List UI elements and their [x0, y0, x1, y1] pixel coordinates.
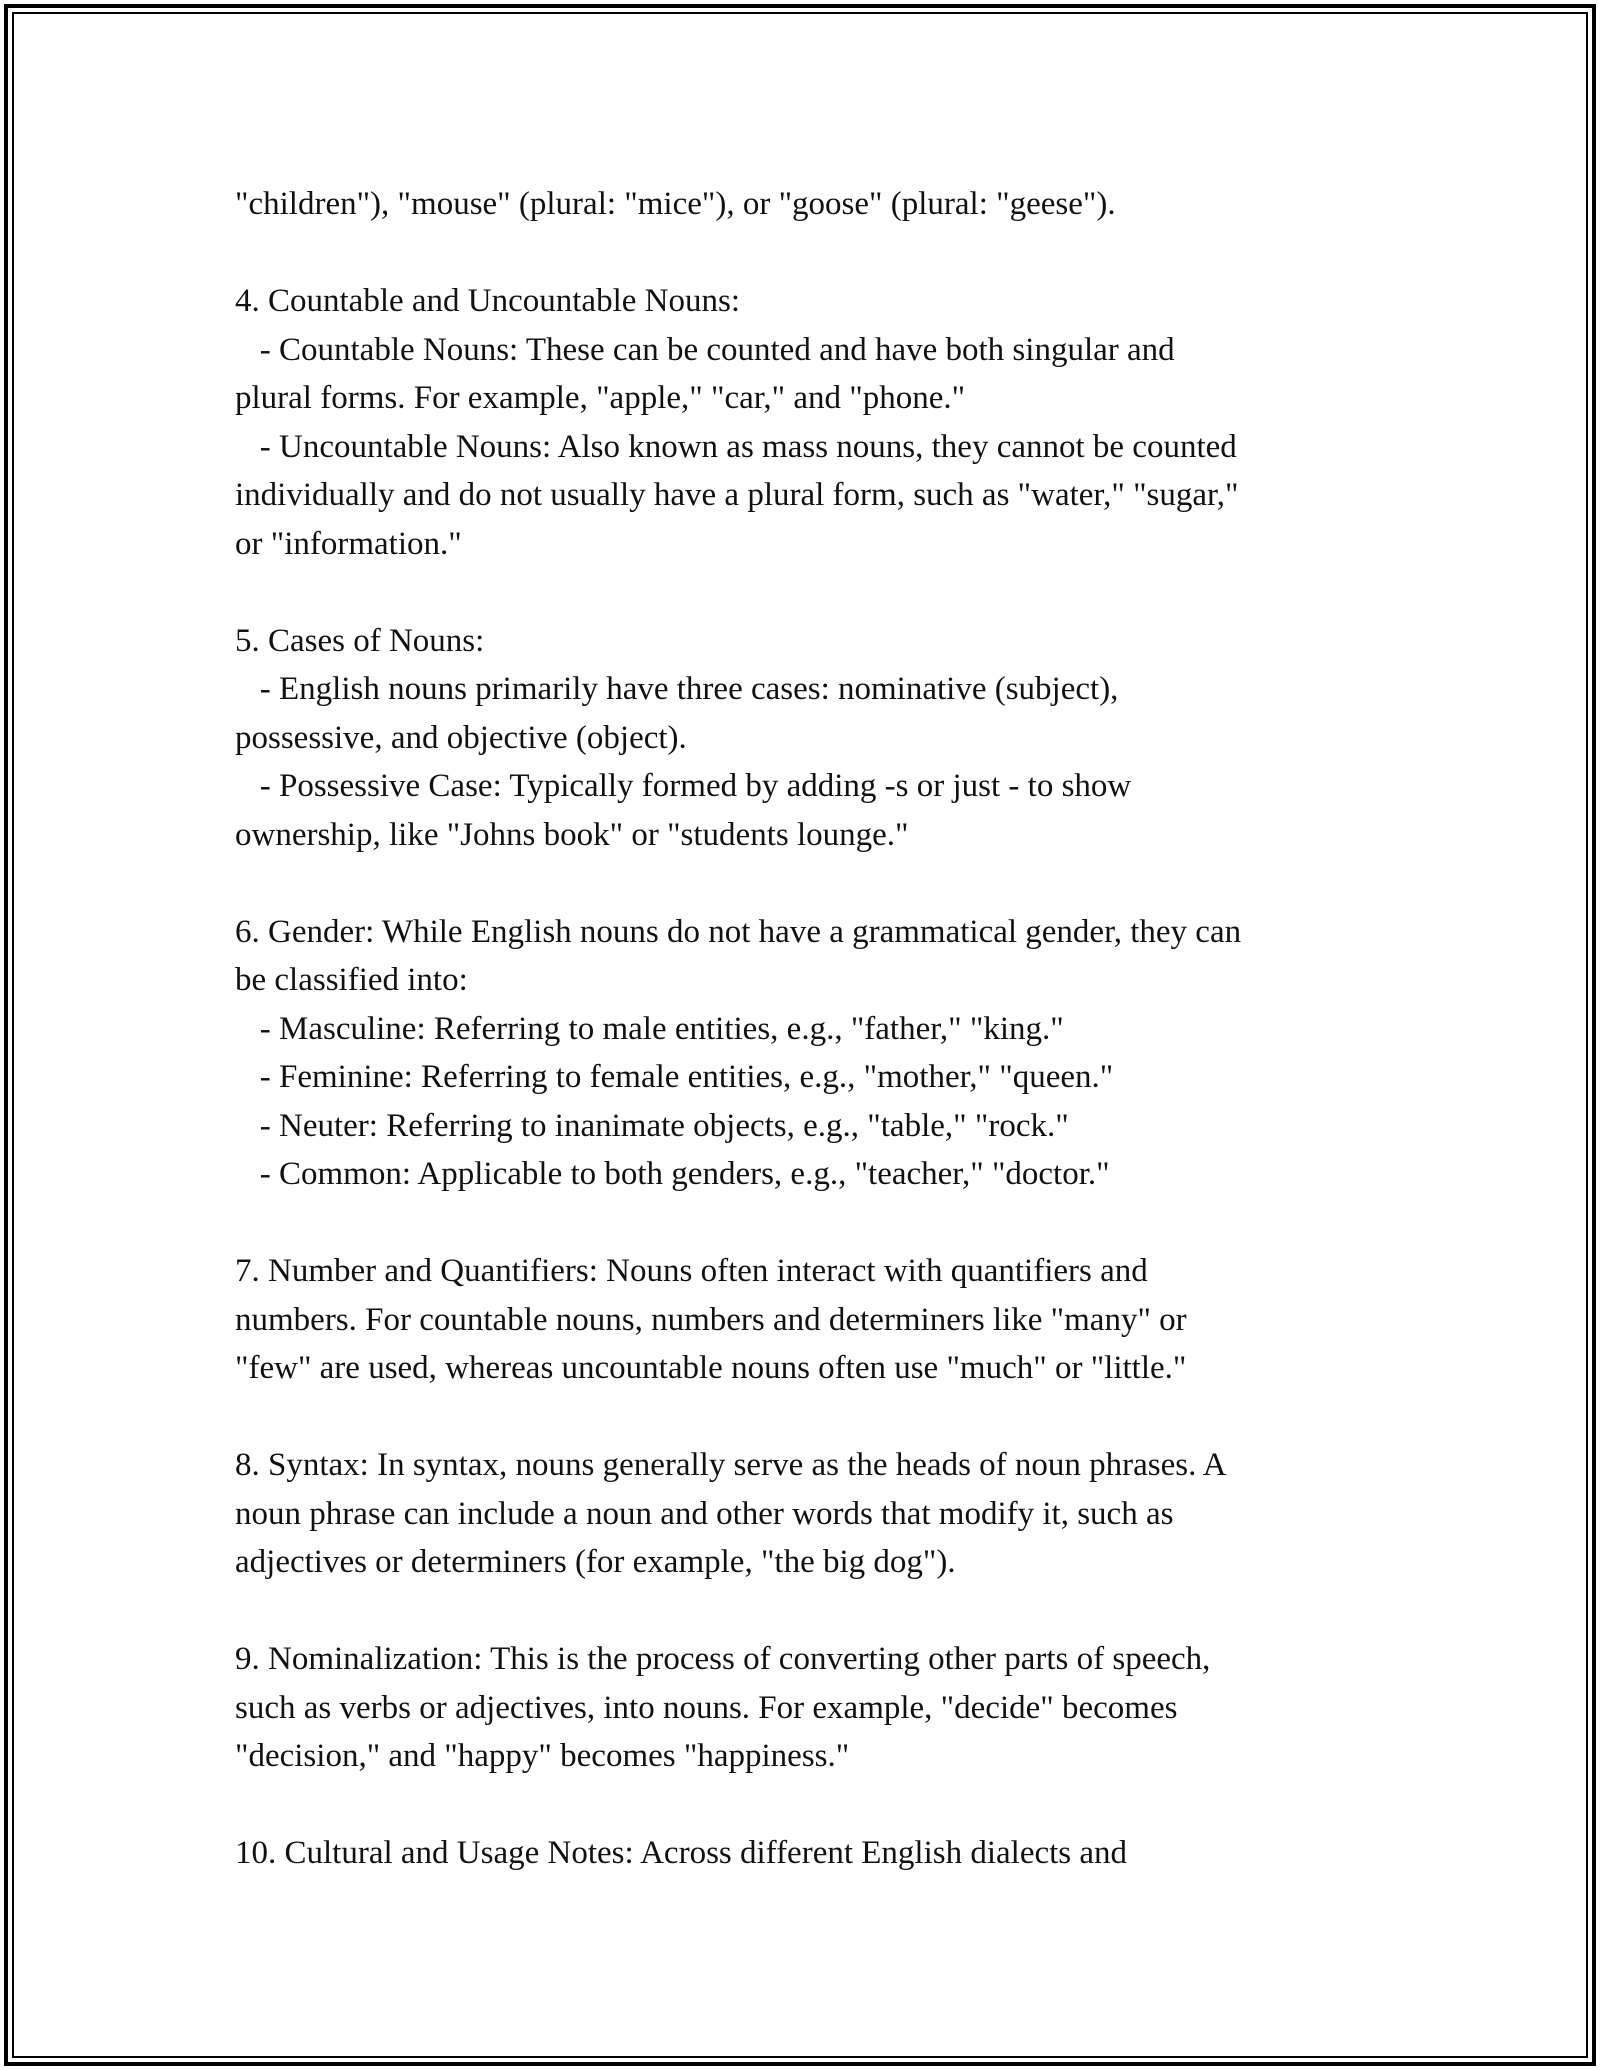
section-heading: 8. Syntax: In syntax, nouns generally serve as the heads of noun phrases. A: [235, 1447, 1227, 1483]
text-line: - Masculine: Referring to male entities, e.g., "father," "king.": [235, 1010, 1064, 1047]
section-heading: 4. Countable and Uncountable Nouns:: [235, 283, 740, 319]
paragraph-gap: [235, 1781, 1365, 1830]
text-line: "decision," and "happy" becomes "happiness.": [235, 1738, 850, 1774]
text-line: adjectives or determiners (for example, "the big dog").: [235, 1544, 956, 1580]
text-line: "few" are used, whereas uncountable nouns often use "much" or "little.": [235, 1350, 1187, 1386]
section-heading: 10. Cultural and Usage Notes: Across different English dialects and: [235, 1835, 1128, 1871]
paragraph-gap: [235, 1199, 1365, 1248]
text-line: possessive, and objective (object).: [235, 719, 687, 756]
text-line: - Common: Applicable to both genders, e.g., "teacher," "doctor.": [235, 1156, 1110, 1192]
text-line: plural forms. For example, "apple," "car," and "phone.": [235, 380, 966, 416]
section-heading: 7. Number and Quantifiers: Nouns often interact with quantifiers and: [235, 1253, 1148, 1289]
text-line: numbers. For countable nouns, numbers and determiners like "many" or: [235, 1301, 1187, 1338]
paragraph-gap: [235, 859, 1365, 908]
text-line: "children"), "mouse" (plural: "mice"), or "goose" (plural: "geese").: [235, 186, 1116, 222]
text-line: - Uncountable Nouns: Also known as mass nouns, they cannot be counted: [235, 428, 1237, 465]
paragraph-gap: [235, 1587, 1365, 1636]
section-heading: 9. Nominalization: This is the process of converting other parts of speech,: [235, 1641, 1211, 1677]
text-line: such as verbs or adjectives, into nouns. For example, "decide" becomes: [235, 1689, 1178, 1726]
text-line: individually and do not usually have a plural form, such as "water," "sugar,": [235, 477, 1239, 513]
text-line: - English nouns primarily have three cases: nominative (subject),: [235, 671, 1119, 707]
text-line: be classified into:: [235, 962, 468, 998]
paragraph-gap: [235, 568, 1365, 617]
document-body: [235, 180, 1365, 1878]
text-line: or "information.": [235, 525, 462, 562]
paragraph-gap: [235, 229, 1365, 278]
text-line: - Countable Nouns: These can be counted and have both singular and: [235, 331, 1175, 368]
section-heading: 6. Gender: While English nouns do not have a grammatical gender, they can: [235, 913, 1242, 950]
text-line: - Possessive Case: Typically formed by adding -s or just - to show: [235, 768, 1132, 804]
paragraph-gap: [235, 1393, 1365, 1442]
section-heading: 5. Cases of Nouns:: [235, 622, 485, 659]
text-line: noun phrase can include a noun and other words that modify it, such as: [235, 1495, 1174, 1532]
text-line: ownership, like "Johns book" or "students lounge.": [235, 816, 909, 853]
text-line: - Feminine: Referring to female entities, e.g., "mother," "queen.": [235, 1059, 1114, 1095]
text-line: - Neuter: Referring to inanimate objects, e.g., "table," "rock.": [235, 1107, 1069, 1144]
